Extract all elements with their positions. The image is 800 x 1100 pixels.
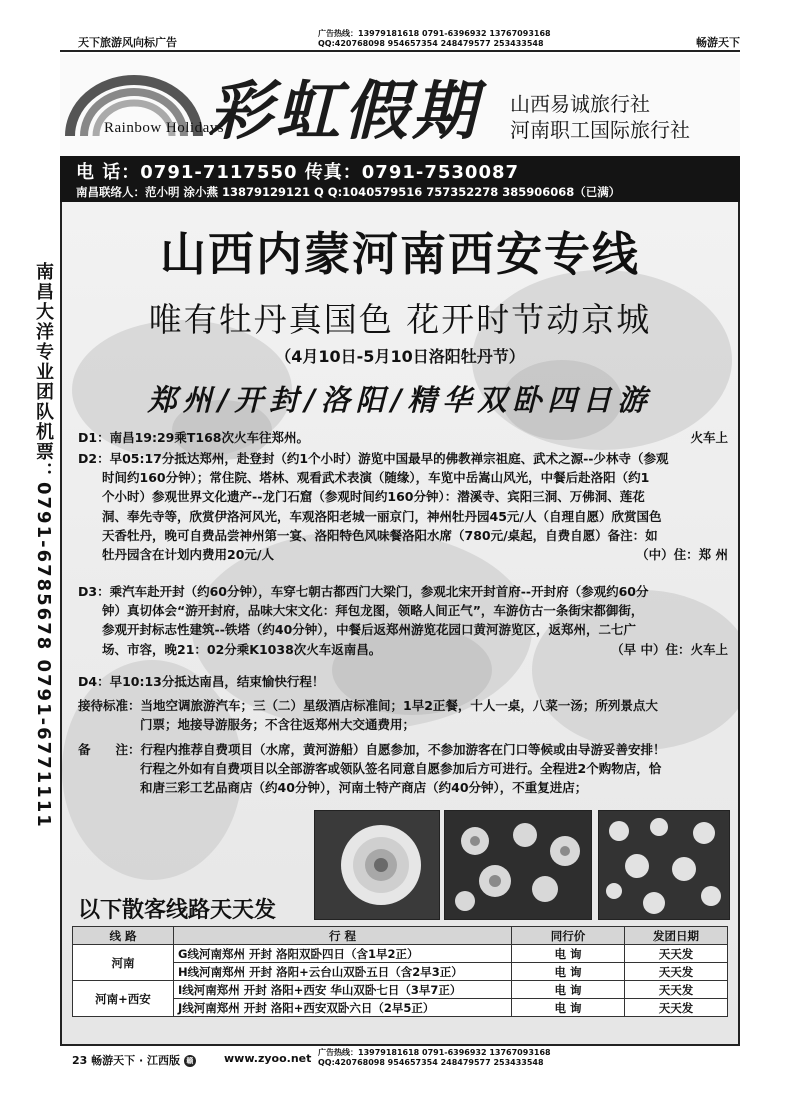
day-label: D1： [78,430,110,445]
day-label: D2： [78,451,110,466]
day-line: 早05:17分抵达郑州，赴登封（约1个小时）游览中国最早的佛教禅宗祖庭、武术之源--少林寺（参观 [109,451,669,466]
day-line: 牡丹园含在计划内费用20元/人 [102,547,274,563]
contact-phone-fax: 电 话：0791-7117550 传真：0791-7530087 [76,162,520,183]
region-badge-icon: 赣 [184,1055,196,1067]
route-cell: H线河南郑州 开封 洛阳+云台山双卧五日（含2早3正） [174,963,512,981]
notes-line: 行程之外如有自费项目以全部游客或领队签名同意自愿参加后方可进行。全程进2个购物店，恰 [140,761,662,777]
top-header [60,28,740,50]
footer-divider [60,1044,740,1046]
header-left-text: 天下旅游风向标广告 [78,36,177,49]
routes-table [72,926,728,1017]
header-right-text: 畅游天下 [696,36,740,49]
col-header-itinerary: 行 程 [174,927,512,945]
day-line: 个小时）参观世界文化遗产--龙门石窟（参观时间约160分钟）：潜溪寺、宾阳三洞、万佛洞、莲花 [102,489,645,505]
route-cell: J线河南郑州 开封 洛阳+西安双卧六日（2早5正） [174,999,512,1017]
brand-english: Rainbow Holidays [104,120,225,136]
price-cell: 电 询 [512,981,625,999]
notes [78,740,728,798]
itinerary-d1 [78,428,728,447]
date-cell: 天天发 [625,963,728,981]
header-ad-line2: QQ:420768098 954657354 248479577 253433548 [318,39,544,48]
reception-standard [78,696,728,734]
agency-shanxi: 山西易诚旅行社 [510,92,650,116]
peony-garden-photo [444,810,592,920]
date-cell: 天天发 [625,945,728,963]
col-header-price: 同行价 [512,927,625,945]
side-ticket-hotline: 南昌大洋专业团队机票：0791-6785678 0791-6771111 [33,262,54,829]
brand-chinese: 彩虹假期 [208,74,480,149]
table-row [73,981,728,999]
festival-dates: （4月10日-5月10日洛阳牡丹节） [275,347,525,366]
date-cell: 天天发 [625,999,728,1017]
peony-image [315,811,439,919]
notes-line: 和唐三彩工艺品商店（约40分钟），河南土特产商店（约40分钟），不重复进店； [140,780,588,796]
price-cell: 电 询 [512,963,625,981]
peony-garden-image [445,811,591,919]
footer-ad-hotline [318,1048,551,1068]
itinerary-d3 [78,582,728,659]
day-line: 天香牡丹，晚可自费品尝神州第一宴、洛阳特色风味餐洛阳水席（780元/桌起，自费自愿）备注：如 [102,527,658,543]
day-line: 时间约160分钟）；常住院、塔林、观看武术表演（随缘），车览中岳嵩山风光，中餐后赴洛阳（约1 [102,470,650,486]
day-line: 洞、奉先寺等，欣赏伊洛河风光，车观洛阳老城一丽京门，神州牡丹园45元/人（自理自愿）欣赏国色 [102,508,662,524]
daily-routes-title: 以下散客线路天天发 [78,898,277,923]
footer-ad-line2: QQ:420768098 954657354 248479577 253433548 [318,1058,544,1067]
footer-page [72,1052,196,1068]
day-line: 场、市容，晚21：02分乘K1038次火车返南昌。 [102,641,382,657]
day-line: 乘汽车赴开封（约60分钟），车穿七朝古都西门大梁门，参观北宋开封首府--开封府（参观约60分 [109,584,649,599]
region-cell: 河南 [73,945,174,981]
price-cell: 电 询 [512,999,625,1017]
day-tag: （中）住：郑 州 [636,547,728,563]
day-label: D4： [78,674,110,689]
tour-title: 郑州/开封/洛阳/精华双卧四日游 [147,383,653,417]
contact-persons: 南昌联络人：范小明 涂小燕 13879129121 Q Q:1040579516 757352278 385906068（已满） [76,185,621,199]
footer-ad-line1: 广告热线：13979181618 0791-6396932 13767093168 [318,1048,551,1057]
peony-photo [314,810,440,920]
table-row [73,945,728,963]
standard-line: 当地空调旅游汽车；三（二）星级酒店标准间；1早2正餐，十人一桌，八菜一汤；所列景点大 [140,698,658,713]
route-cell: G线河南郑州 开封 洛阳双卧四日（含1早2正） [174,945,512,963]
day-tag: （早 中）住：火车上 [611,641,728,657]
header-ad-hotline [318,29,551,49]
standard-label: 接待标准： [78,698,141,713]
col-header-date: 发团日期 [625,927,728,945]
header-ad-line1: 广告热线：13979181618 0791-6396932 13767093168 [318,29,551,38]
day-tag: 火车上 [690,430,728,445]
notes-line: 行程内推荐自费项目（水席，黄河游船）自愿参加，不参加游客在门口等候或由导游妥善安排！ [140,742,666,757]
notes-label: 备 注： [78,742,141,757]
main-headline: 山西内蒙河南西安专线 [160,227,640,281]
day-line: 钟）真切体会“游开封府，品味大宋文化：拜包龙图，领略人间正气”，车游仿古一条街宋都御街， [102,603,644,619]
itinerary-d2 [78,449,728,564]
header-divider [60,50,740,52]
peony-field-photo [598,810,730,920]
peony-field-image [599,811,729,919]
day-text: 早10:13分抵达南昌，结束愉快行程！ [109,674,325,689]
day-label: D3： [78,584,110,599]
day-line: 参观开封标志性建筑--铁塔（约40分钟），中餐后返郑州游览花园口黄河游览区，返郑州，二七广 [102,622,637,638]
day-text: 南昌19:29乘T168次火车往郑州。 [109,430,309,445]
route-cell: I线河南郑州 开封 洛阳+西安 华山双卧七日（3早7正） [174,981,512,999]
itinerary-d4 [78,672,728,691]
agency-henan: 河南职工国际旅行社 [510,118,690,142]
date-cell: 天天发 [625,981,728,999]
footer-page-text: 23 畅游天下 · 江西版 [72,1054,180,1067]
standard-line: 门票；地接导游服务；不含往返郑州大交通费用； [140,717,416,733]
footer-website[interactable]: www.zyoo.net [224,1052,312,1065]
subtitle-poem: 唯有牡丹真国色 花开时节动京城 [148,300,652,339]
price-cell: 电 询 [512,945,625,963]
col-header-route-type: 线 路 [73,927,174,945]
region-cell: 河南+西安 [73,981,174,1017]
